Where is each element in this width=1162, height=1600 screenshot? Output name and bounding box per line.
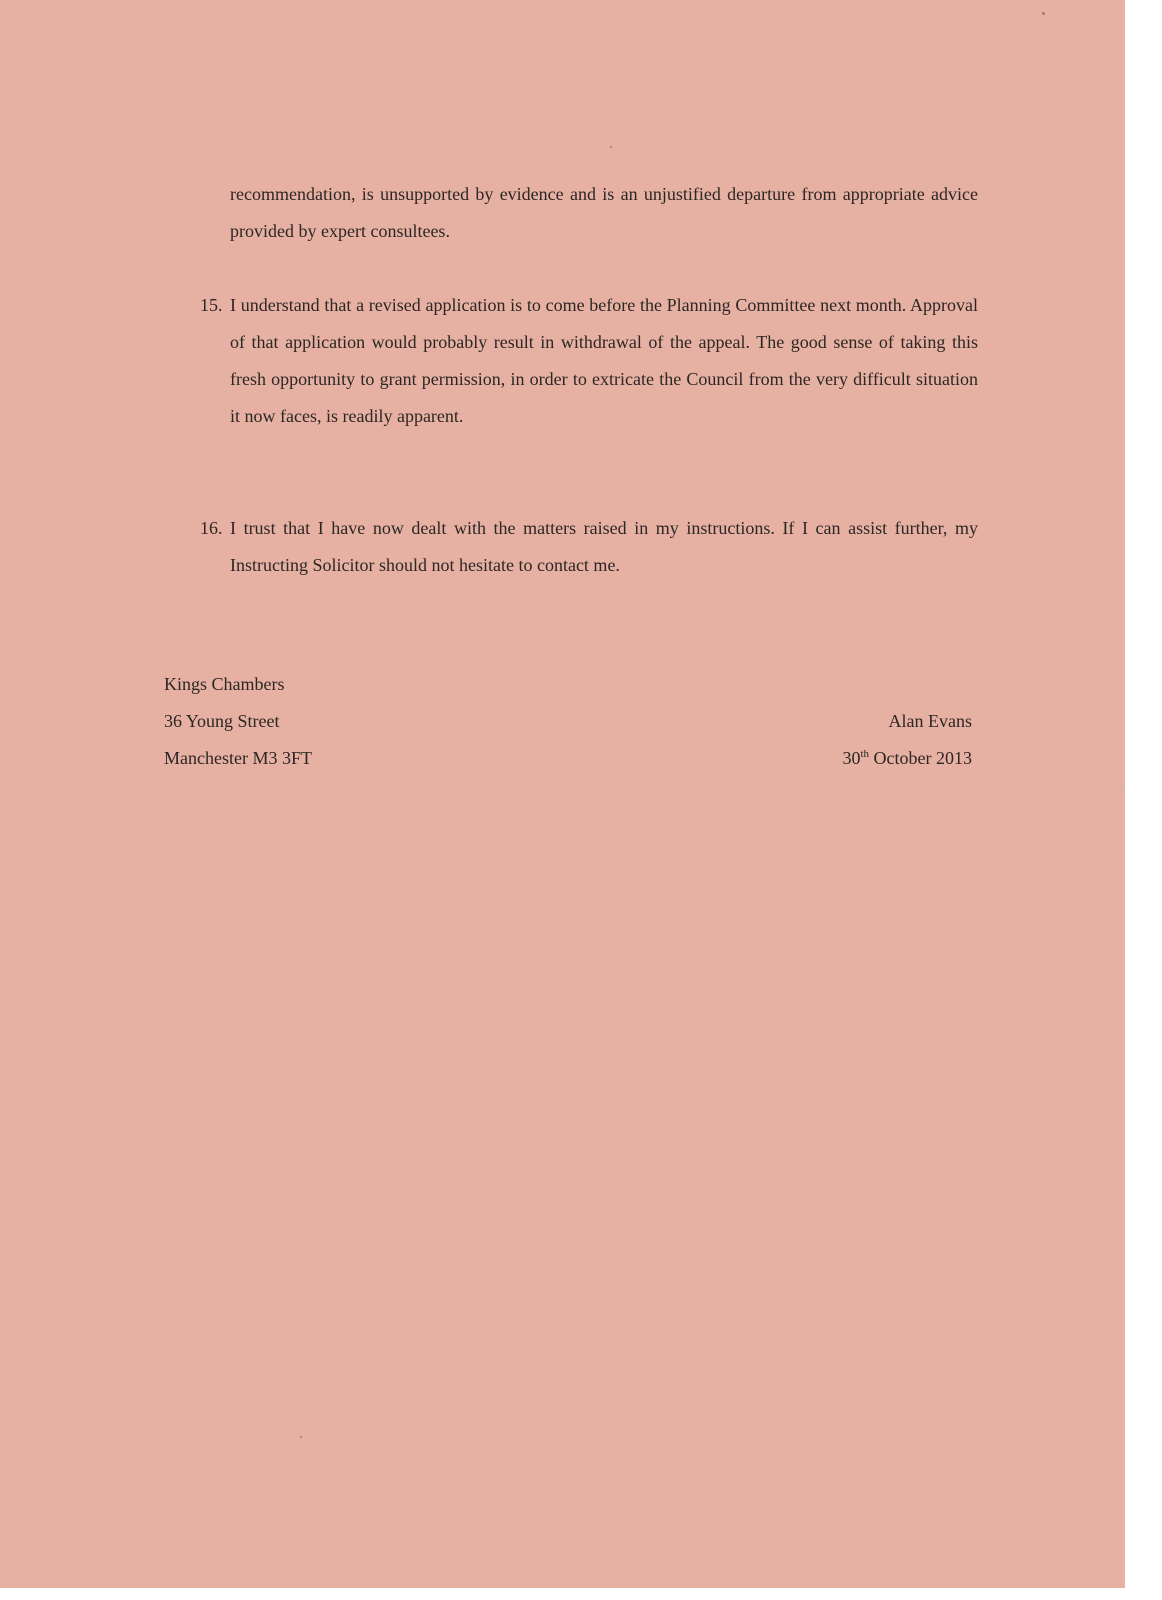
numbered-paragraph-16 xyxy=(200,510,978,584)
date-day: 30 xyxy=(842,748,861,768)
date-month-year: October 2013 xyxy=(869,748,972,768)
scan-speck xyxy=(300,1436,302,1438)
continuation-paragraph: recommendation, is unsupported by evidence and is an unjustified departure from appropriate advice provided by expert consultees. xyxy=(230,184,978,241)
signoff-block xyxy=(672,703,972,777)
date-ordinal-suffix: th xyxy=(860,748,870,760)
paragraph-text: I understand that a revised application is to come before the Planning Committee next month. Approval of that application would probably result in withdrawal of the appeal. The good sense of taking this fresh opportunity to grant permission, in order to extricate the Council from the very difficult situation it now faces, is readily apparent. xyxy=(230,295,978,426)
address-line: Manchester M3 3FT xyxy=(164,748,312,768)
numbered-paragraph-15 xyxy=(200,287,978,435)
address-line: Kings Chambers xyxy=(164,674,285,694)
address-line: 36 Young Street xyxy=(164,711,280,731)
scan-speck xyxy=(1042,12,1045,15)
paper-fold-line xyxy=(0,790,1125,792)
paragraph-number: 15. xyxy=(200,295,223,315)
author-name: Alan Evans xyxy=(888,711,972,731)
chambers-address xyxy=(164,666,464,777)
paragraph-text: I trust that I have now dealt with the matters raised in my instructions. If I can assist further, my Instructing Solicitor should not hesitate to contact me. xyxy=(230,518,978,575)
paragraph-number: 16. xyxy=(200,518,223,538)
scan-speck xyxy=(610,146,612,148)
signoff-date xyxy=(672,740,972,777)
